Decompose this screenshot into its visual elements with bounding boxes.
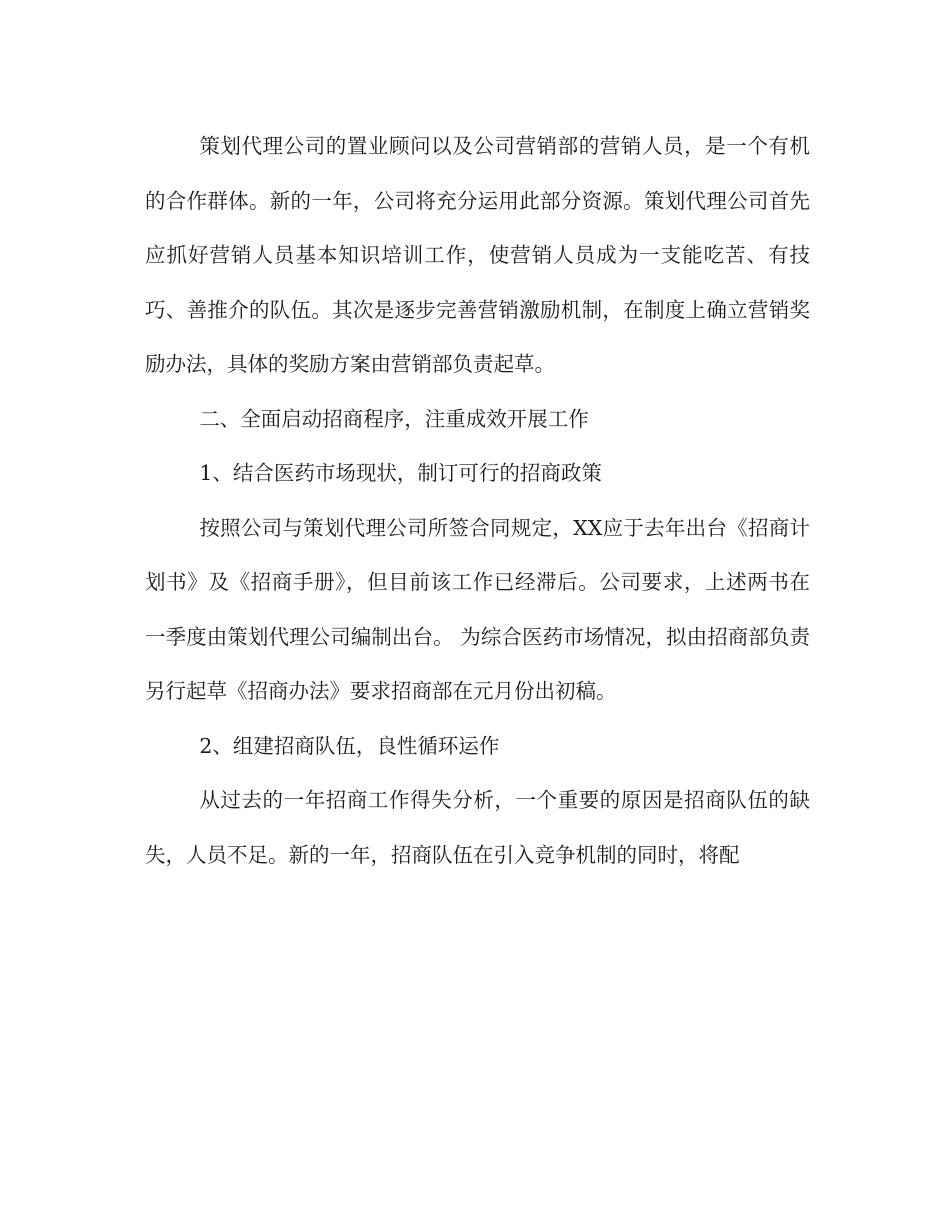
paragraph-team-analysis: 从过去的一年招商工作得失分析，一个重要的原因是招商队伍的缺失，人员不足。新的一年，招商队伍在引入竞争机制的同时，将配 — [145, 788, 810, 867]
section-heading-investment: 二、全面启动招商程序，注重成效开展工作 — [199, 406, 589, 431]
paragraph-investment-plan: 按照公司与策划代理公司所签合同规定，XX应于去年出台《招商计划书》及《招商手册》，但目前该工作已经滞后。公司要求，上述两书在一季度由策划代理公司编制出台。 为综合医药市场情况，拟由招商部负责另行起草《招商办法》要求招商部在元月份出初稿。 — [145, 515, 810, 703]
subheading-investment-policy: 1、结合医药市场现状，制订可行的招商政策 — [199, 461, 602, 485]
document-body — [145, 119, 810, 882]
subheading-investment-team: 2、组建招商队伍，良性循环运作 — [199, 733, 500, 758]
paragraph-marketing-team: 策划代理公司的置业顾问以及公司营销部的营销人员，是一个有机的合作群体。新的一年，公司将充分运用此部分资源。策划代理公司首先应抓好营销人员基本知识培训工作，使营销人员成为一支能吃苦、有技巧、善推介的队伍。其次是逐步完善营销激励机制，在制度上确立营销奖励办法，具体的奖励方案由营销部负责起草。 — [145, 134, 810, 376]
